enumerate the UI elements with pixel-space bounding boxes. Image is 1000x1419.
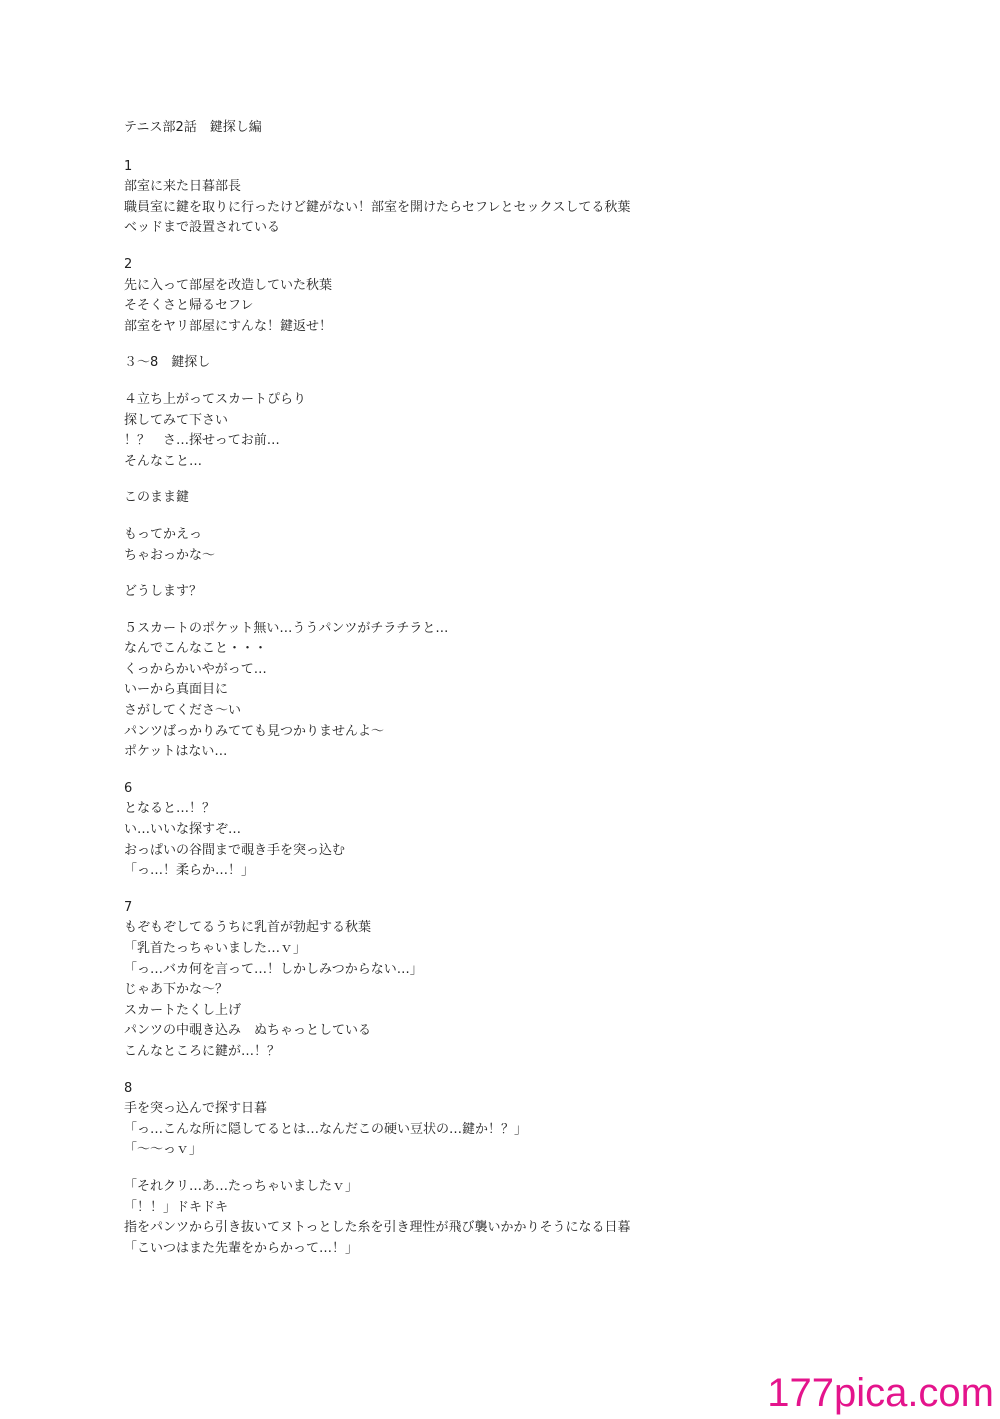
text-line: どうします？ — [124, 584, 203, 600]
text-line: 2 — [124, 256, 133, 272]
section-gap — [124, 1161, 944, 1177]
text-line: ベッドまで設置されている — [124, 220, 281, 236]
text-line: パンツの中覗き込み ぬちゃっとしている — [124, 1023, 372, 1039]
text-line: パンツばっかりみてても見つかりませんよ〜 — [124, 723, 385, 739]
section-gap — [124, 1063, 944, 1079]
text-line: このまま鍵 — [124, 490, 190, 506]
watermark-logo: 177pica.com — [767, 1371, 994, 1415]
text-line: 職員室に鍵を取りに行ったけど鍵がない！部室を開けたらセフレとセックスしてる秋葉 — [124, 199, 631, 215]
text-line: 8 — [124, 1080, 133, 1096]
section-block — [124, 390, 944, 472]
text-line: なんでこんなこと・・・ — [124, 641, 268, 657]
section-gap — [124, 472, 944, 488]
text-line: じゃあ下かな〜？ — [124, 982, 229, 998]
text-line: くっからかいやがって… — [124, 661, 267, 677]
document-page — [124, 118, 944, 1259]
text-line: もってかえっ — [124, 526, 203, 542]
section-gap — [124, 603, 944, 619]
section-block — [124, 898, 944, 1063]
section-block — [124, 353, 944, 374]
text-line: 「っ…！柔らか…！」 — [124, 863, 255, 879]
section-gap — [124, 374, 944, 390]
section-block — [124, 157, 944, 239]
text-line: ４立ち上がってスカートぴらり — [124, 391, 307, 407]
section-block — [124, 619, 944, 763]
section-block — [124, 525, 944, 566]
text-line: こんなところに鍵が…！？ — [124, 1043, 281, 1059]
text-line: 1 — [124, 158, 133, 174]
text-line: 「！！」ドキドキ — [124, 1199, 229, 1215]
text-line: スカートたくし上げ — [124, 1002, 242, 1018]
section-gap — [124, 239, 944, 255]
section-gap — [124, 337, 944, 353]
text-line: いーから真面目に — [124, 682, 229, 698]
text-line: ！？ さ…探せってお前… — [124, 433, 280, 449]
text-line: 6 — [124, 780, 133, 796]
text-line: い…いいな探すぞ… — [124, 822, 242, 838]
text-line: ５スカートのポケット無い…ううパンツがチラチラと… — [124, 620, 449, 636]
text-line: 部室をヤリ部屋にすんな！鍵返せ！ — [124, 318, 333, 334]
section-block — [124, 582, 944, 603]
text-line: 先に入って部屋を改造していた秋葉 — [124, 277, 333, 293]
document-body — [124, 157, 944, 1260]
text-line: 指をパンツから引き抜いてヌトっとした糸を引き理性が飛び襲いかかりそうになる日暮 — [124, 1220, 631, 1236]
text-line: ポケットはない… — [124, 744, 228, 760]
section-gap — [124, 763, 944, 779]
text-line: 「っ…こんな所に隠してるとは…なんだこの硬い豆状の…鍵か！？」 — [124, 1121, 528, 1137]
text-line: 手を突っ込んで探す日暮 — [124, 1101, 268, 1117]
text-line: おっぱいの谷間まで覗き手を突っ込む — [124, 842, 346, 858]
section-block — [124, 1079, 944, 1161]
section-block — [124, 255, 944, 337]
text-line: さがしてくださ〜い — [124, 703, 242, 719]
text-line: 部室に来た日暮部長 — [124, 179, 242, 195]
section-block — [124, 488, 944, 509]
text-line: 「乳首たっちゃいました…ｖ」 — [124, 941, 307, 956]
text-line: となると…！？ — [124, 801, 216, 817]
text-line: 探してみて下さい — [124, 412, 229, 428]
text-line: そんなこと… — [124, 453, 203, 469]
section-gap — [124, 882, 944, 898]
text-line: 7 — [124, 899, 133, 915]
text-line: そそくさと帰るセフレ — [124, 298, 254, 314]
text-line: 「〜〜っｖ」 — [124, 1142, 203, 1158]
section-block — [124, 1177, 944, 1259]
text-line: ３〜8 鍵探し — [124, 355, 211, 371]
text-line: 「それクリ…あ…たっちゃいましたｖ」 — [124, 1178, 359, 1194]
text-line: ちゃおっかな〜 — [124, 547, 216, 563]
section-gap — [124, 566, 944, 582]
text-line: 「っ…バカ何を言って…！しかしみつからない…」 — [124, 961, 423, 977]
text-line: もぞもぞしてるうちに乳首が勃起する秋葉 — [124, 920, 372, 936]
document-title: テニス部2話 鍵探し編 — [124, 120, 262, 135]
section-block — [124, 779, 944, 882]
text-line: 「こいつはまた先輩をからかって…！」 — [124, 1240, 359, 1256]
section-gap — [124, 509, 944, 525]
